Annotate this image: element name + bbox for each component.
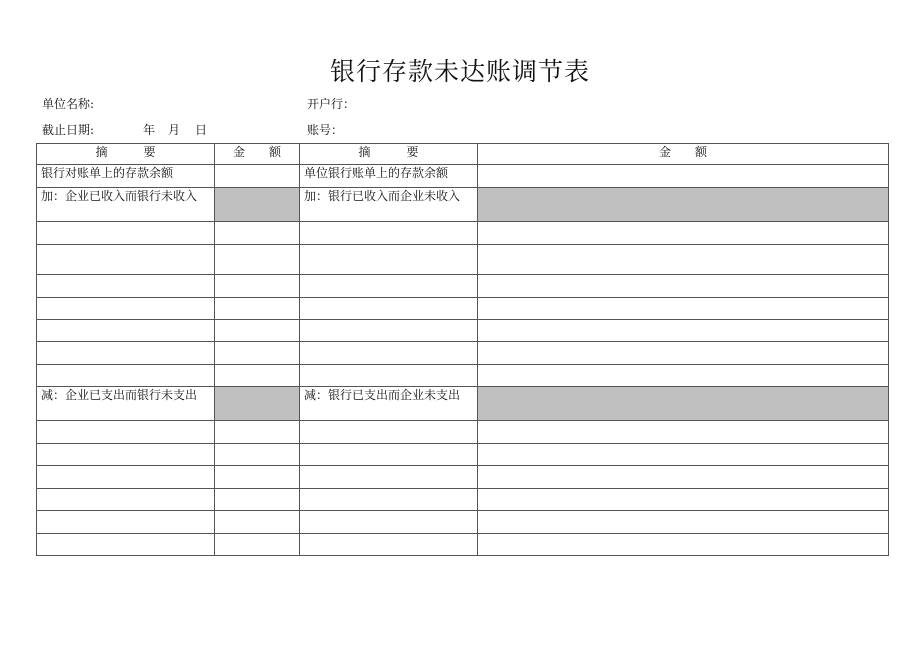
ledger-balance-label: 单位银行账单上的存款余额 [300, 165, 478, 188]
header-row [37, 144, 889, 165]
add-right-label: 加：银行已收入而企业未收入 [300, 188, 478, 222]
table-row [37, 222, 889, 245]
cell[interactable] [478, 511, 889, 534]
add-right-amount [478, 188, 889, 222]
add-row [37, 188, 889, 222]
ledger-balance-amount[interactable] [478, 165, 889, 188]
cell[interactable] [215, 298, 300, 320]
table-row [37, 489, 889, 511]
cell[interactable] [300, 275, 478, 298]
cell[interactable] [37, 511, 215, 534]
cell[interactable] [300, 245, 478, 275]
cell[interactable] [300, 489, 478, 511]
add-left-amount [215, 188, 300, 222]
cutoff-date-label: 截止日期: [42, 123, 95, 137]
balance-row [37, 165, 889, 188]
cell[interactable] [37, 444, 215, 466]
table-row [37, 245, 889, 275]
cell[interactable] [300, 511, 478, 534]
cell[interactable] [300, 444, 478, 466]
cell[interactable] [300, 365, 478, 387]
header-summary-right: 摘 要 [300, 144, 478, 165]
table-row [37, 466, 889, 489]
cell[interactable] [300, 298, 478, 320]
cell[interactable] [215, 444, 300, 466]
cell[interactable] [300, 320, 478, 342]
cell[interactable] [478, 298, 889, 320]
page-title: 银行存款未达账调节表 [329, 57, 590, 86]
cell[interactable] [215, 320, 300, 342]
cell[interactable] [37, 534, 215, 556]
table-row [37, 320, 889, 342]
cell[interactable] [215, 365, 300, 387]
cell[interactable] [37, 320, 215, 342]
cell[interactable] [215, 466, 300, 489]
table-row [37, 275, 889, 298]
sub-left-amount [215, 387, 300, 421]
cell[interactable] [215, 489, 300, 511]
cell[interactable] [300, 342, 478, 365]
table-row [37, 365, 889, 387]
header-amount-right: 金 额 [478, 144, 889, 165]
add-left-label: 加：企业已收入而银行未收入 [37, 188, 215, 222]
cell[interactable] [215, 342, 300, 365]
cell[interactable] [300, 534, 478, 556]
bank-balance-amount[interactable] [215, 165, 300, 188]
sub-right-label: 减：银行已支出而企业未支出 [300, 387, 478, 421]
sub-right-amount [478, 387, 889, 421]
bank-balance-label: 银行对账单上的存款余额 [37, 165, 215, 188]
cell[interactable] [478, 489, 889, 511]
cell[interactable] [478, 534, 889, 556]
cell[interactable] [300, 421, 478, 444]
cell[interactable] [478, 222, 889, 245]
header-summary-left: 摘 要 [37, 144, 215, 165]
cell[interactable] [300, 466, 478, 489]
cell[interactable] [37, 298, 215, 320]
cell[interactable] [215, 421, 300, 444]
cell[interactable] [478, 275, 889, 298]
cell[interactable] [37, 245, 215, 275]
table-row [37, 444, 889, 466]
cell[interactable] [215, 275, 300, 298]
cell[interactable] [215, 222, 300, 245]
cell[interactable] [478, 365, 889, 387]
header-amount-left: 金 额 [215, 144, 300, 165]
table-row [37, 342, 889, 365]
cell[interactable] [478, 320, 889, 342]
cell[interactable] [478, 245, 889, 275]
cell[interactable] [37, 466, 215, 489]
cell[interactable] [37, 342, 215, 365]
day-label: 日 [195, 123, 208, 137]
table-row [37, 511, 889, 534]
subtract-row [37, 387, 889, 421]
month-label: 月 [168, 123, 181, 137]
cell[interactable] [478, 444, 889, 466]
cell[interactable] [37, 222, 215, 245]
cell[interactable] [215, 245, 300, 275]
cell[interactable] [37, 275, 215, 298]
table-row [37, 421, 889, 444]
reconciliation-table [36, 143, 889, 556]
sub-left-label: 减：企业已支出而银行未支出 [37, 387, 215, 421]
cell[interactable] [37, 365, 215, 387]
table-row [37, 298, 889, 320]
year-label: 年 [143, 123, 156, 137]
cell[interactable] [215, 534, 300, 556]
cell[interactable] [478, 421, 889, 444]
cell[interactable] [37, 489, 215, 511]
bank-label: 开户行： [307, 97, 356, 111]
unit-name-label: 单位名称: [42, 97, 95, 111]
cell[interactable] [300, 222, 478, 245]
cell[interactable] [215, 511, 300, 534]
cell[interactable] [37, 421, 215, 444]
account-label: 账号： [307, 123, 344, 137]
cell[interactable] [478, 342, 889, 365]
cell[interactable] [478, 466, 889, 489]
table-row [37, 534, 889, 556]
